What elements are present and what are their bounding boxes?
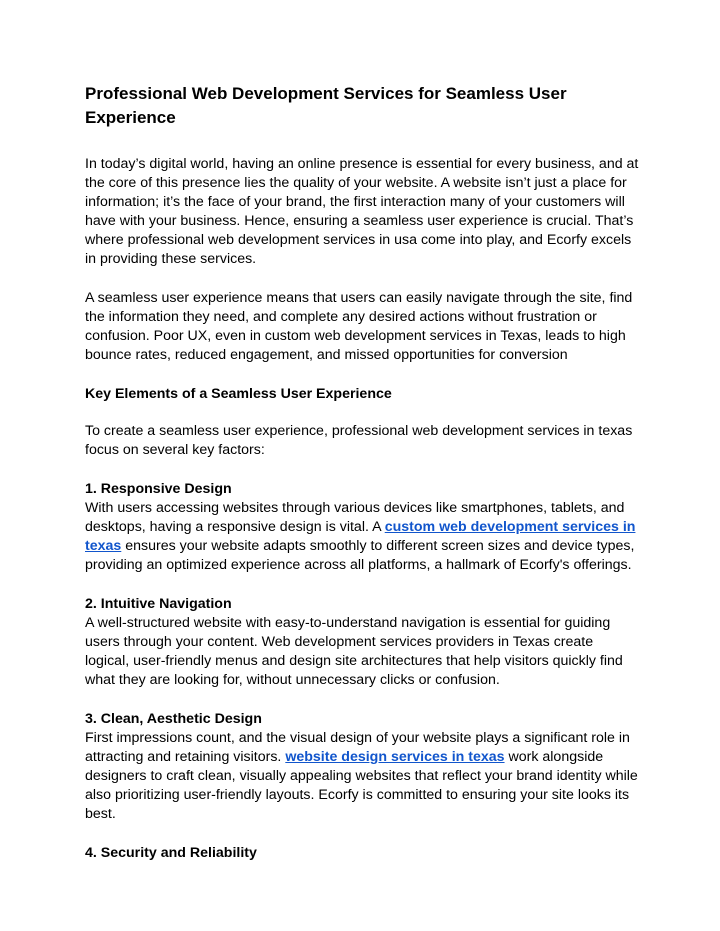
key-elements-heading: Key Elements of a Seamless User Experience (85, 386, 392, 402)
section-clean-design (85, 710, 640, 824)
section-heading: 4. Security and Reliability (85, 845, 257, 861)
section-body (85, 729, 640, 824)
body-text: ensures your website adapts smoothly to different screen sizes and device types, providing an optimized experience across all platforms, a hallmark of Ecorfy's offerings. (85, 538, 635, 573)
section-body (85, 499, 640, 575)
section-responsive-design (85, 480, 640, 575)
section-body: A well-structured website with easy-to-understand navigation is essential for guiding users through your content. Web development services providers in Texas create logical, user-friendly menus and design site architectures that help visitors quickly find what they are looking for, without unnecessary clicks or confusion. (85, 615, 623, 688)
section-heading: 2. Intuitive Navigation (85, 596, 232, 612)
website-design-services-link[interactable]: website design services in texas (285, 749, 505, 765)
custom-web-development-link[interactable]: custom web development services in texas (85, 519, 636, 554)
key-elements-intro: To create a seamless user experience, professional web development services in texas focus on several key factors: (85, 423, 633, 458)
intro-paragraph-2: A seamless user experience means that users can easily navigate through the site, find the information they need, and complete any desired actions without frustration or confusion. Poor UX, even in custom web development services in Texas, leads to high bounce rates, reduced engagement, and missed opportunities for conversion (85, 290, 633, 363)
body-text: work alongside designers to craft clean, visually appealing websites that reflect your brand identity while also prioritizing user-friendly layouts. Ecorfy is committed to ensuring your site looks its best. (85, 749, 638, 822)
intro-paragraph-1: In today’s digital world, having an online presence is essential for every business, and at the core of this presence lies the quality of your website. A website isn’t just a place for information; it’s the face of your brand, the first interaction many of your customers will have with your business. Hence, ensuring a seamless user experience is crucial. That’s where professional web development services in usa come into play, and Ecorfy excels in providing these services. (85, 156, 639, 267)
section-heading: 3. Clean, Aesthetic Design (85, 711, 262, 727)
body-text: First impressions count, and the visual design of your website plays a significant role in attracting and retaining visitors. (85, 730, 630, 765)
page-title: Professional Web Development Services for Seamless User Experience (85, 84, 567, 127)
section-intuitive-navigation (85, 595, 640, 690)
body-text: With users accessing websites through various devices like smartphones, tablets, and desktops, having a responsive design is vital. A (85, 500, 625, 535)
section-heading: 1. Responsive Design (85, 481, 232, 497)
section-security-reliability (85, 844, 640, 863)
